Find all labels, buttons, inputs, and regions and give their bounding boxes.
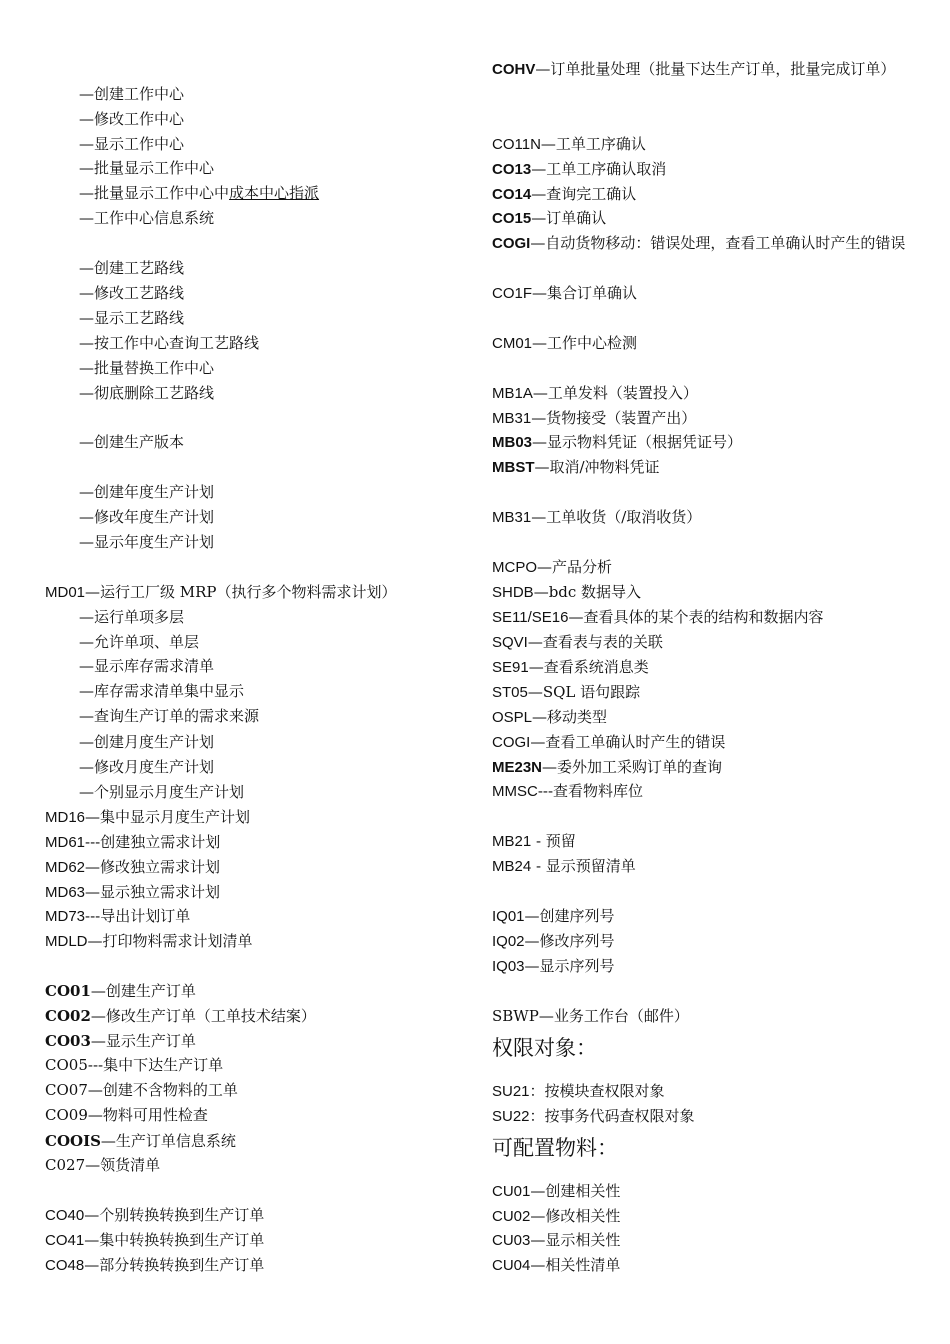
description-text: —创建序列号 xyxy=(524,907,615,925)
transaction-code: CO14 xyxy=(492,186,532,203)
description-text: —修改相关性 xyxy=(530,1207,621,1225)
tcode-entry xyxy=(492,208,606,229)
transaction-code: COGI xyxy=(492,734,531,751)
description-text: —显示独立需求计划 xyxy=(85,883,221,901)
tcode-entry xyxy=(45,582,397,603)
description-text: —批量替换工作中心 xyxy=(79,359,215,377)
list-item xyxy=(79,208,214,228)
tcode-entry xyxy=(492,757,722,778)
tcode-entry xyxy=(492,956,615,977)
description-text: —工作中心信息系统 xyxy=(79,209,215,227)
list-item xyxy=(79,757,214,777)
description-text: —创建不含物料的工单 xyxy=(87,1081,238,1099)
transaction-code: CO07 xyxy=(45,1081,88,1099)
section-heading xyxy=(492,1135,618,1161)
description-text: —工单工序确认取消 xyxy=(531,160,667,178)
transaction-code: SE91 xyxy=(492,659,529,676)
description-text: ：按事务代码查权限对象 xyxy=(529,1107,695,1125)
list-item xyxy=(79,134,184,154)
description-text: —批量显示工作中心 xyxy=(79,159,215,177)
tcode-entry xyxy=(492,507,701,528)
description-text: —运行单项多层 xyxy=(79,608,185,626)
description-text: —修改生产订单（工单技术结案） xyxy=(90,1007,316,1025)
description-text: —领货清单 xyxy=(85,1156,161,1174)
tcode-entry xyxy=(45,1031,196,1051)
tcode-entry xyxy=(492,333,637,354)
description-text: —取消/冲物料凭证 xyxy=(534,458,660,476)
transaction-code: CO02 xyxy=(45,1007,91,1025)
transaction-code: OSPL xyxy=(492,709,533,726)
transaction-code: MBST xyxy=(492,459,535,476)
transaction-code: MDLD xyxy=(45,933,88,950)
list-item xyxy=(79,84,184,104)
tcode-entry xyxy=(45,1230,264,1251)
tcode-entry xyxy=(492,856,636,877)
description-text: —生产订单信息系统 xyxy=(100,1132,236,1150)
tcode-entry xyxy=(45,857,220,878)
transaction-code: MD01 xyxy=(45,584,86,601)
description-text: —自动货物移动：错误处理，查看工单确认时产生的错误 xyxy=(530,234,906,252)
list-item xyxy=(79,706,259,726)
description-text: —订单批量处理（批量下达生产订单，批量完成订单） xyxy=(535,60,896,78)
description-text: —查看系统消息类 xyxy=(528,658,649,676)
transaction-code: MB24 xyxy=(492,858,532,875)
description-text: —显示物料凭证（根据凭证号） xyxy=(532,433,743,451)
transaction-code: IQ03 xyxy=(492,958,525,975)
description-text: - 预留 xyxy=(531,832,576,850)
list-item xyxy=(79,681,244,701)
transaction-code: MMSC xyxy=(492,783,538,800)
tcode-entry xyxy=(45,1006,316,1026)
tcode-entry xyxy=(492,159,666,180)
transaction-code: CO13 xyxy=(492,161,532,178)
transaction-code: MB21 xyxy=(492,833,532,850)
tcode-entry xyxy=(45,906,190,927)
transaction-code: C027 xyxy=(45,1156,86,1174)
description-text: ---查看物料库位 xyxy=(537,782,644,800)
transaction-code: CM01 xyxy=(492,335,533,352)
tcode-entry xyxy=(492,1181,620,1202)
description-text: 可配置物料： xyxy=(492,1136,618,1160)
description-text: —业务工作台（邮件） xyxy=(538,1007,689,1025)
transaction-code: CO41 xyxy=(45,1232,85,1249)
list-item xyxy=(79,632,199,652)
transaction-code: MD63 xyxy=(45,884,86,901)
transaction-code: SU22 xyxy=(492,1108,530,1125)
description-text: —委外加工采购订单的查询 xyxy=(542,758,723,776)
description-text: —工单发料（装置投入） xyxy=(532,384,698,402)
description-text: —物料可用性检查 xyxy=(87,1106,208,1124)
tcode-entry xyxy=(45,1205,264,1226)
description-text: —个别转换转换到生产订单 xyxy=(84,1206,265,1224)
description-text: —SQL 语句跟踪 xyxy=(527,683,641,701)
list-item xyxy=(79,183,319,203)
transaction-code: IQ01 xyxy=(492,908,525,925)
tcode-entry xyxy=(492,134,646,155)
description-text: —修改独立需求计划 xyxy=(85,858,221,876)
description-text: —修改工作中心 xyxy=(79,110,185,128)
tcode-entry xyxy=(492,632,663,653)
description-text: 权限对象： xyxy=(492,1036,597,1060)
transaction-code: CU01 xyxy=(492,1183,531,1200)
tcode-entry xyxy=(45,882,220,903)
tcode-entry xyxy=(492,1006,689,1026)
description-text: —显示生产订单 xyxy=(90,1032,196,1050)
description-text: —修改月度生产计划 xyxy=(79,758,215,776)
transaction-code: CO11N xyxy=(492,136,541,153)
tcode-entry xyxy=(492,1081,665,1102)
description-text: —允许单项、单层 xyxy=(79,633,200,651)
list-item xyxy=(79,607,184,627)
description-text: —创建月度生产计划 xyxy=(79,733,215,751)
description-text: —集合订单确认 xyxy=(532,284,638,302)
tcode-entry xyxy=(492,607,823,628)
description-text: —批量显示工作中心中 xyxy=(79,184,230,202)
tcode-entry xyxy=(492,831,576,852)
section-heading xyxy=(492,1035,597,1061)
transaction-code: CU02 xyxy=(492,1208,531,1225)
tcode-entry xyxy=(45,1255,264,1276)
tcode-entry xyxy=(492,906,615,927)
description-text: —订单确认 xyxy=(531,209,607,227)
description-text: —移动类型 xyxy=(532,708,608,726)
tcode-entry xyxy=(492,781,643,802)
description-text: —彻底删除工艺路线 xyxy=(79,384,215,402)
tcode-entry xyxy=(45,807,250,828)
description-text: —创建工艺路线 xyxy=(79,259,185,277)
tcode-entry xyxy=(492,657,649,678)
description-text: —相关性清单 xyxy=(530,1256,621,1274)
description-text: —查看表与表的关联 xyxy=(527,633,663,651)
tcode-entry xyxy=(45,981,196,1001)
list-item xyxy=(79,308,184,328)
tcode-entry xyxy=(492,557,612,578)
transaction-code: CO48 xyxy=(45,1257,85,1274)
transaction-code: SU21 xyxy=(492,1083,530,1100)
tcode-entry xyxy=(45,1080,238,1100)
description-text: —集中显示月度生产计划 xyxy=(85,808,251,826)
list-item xyxy=(79,333,259,353)
tcode-entry xyxy=(492,1106,695,1127)
description-text: —创建生产版本 xyxy=(79,433,185,451)
tcode-entry xyxy=(492,432,742,453)
description-text: —显示工作中心 xyxy=(79,135,185,153)
tcode-entry xyxy=(45,1105,208,1125)
transaction-code: SE11/SE16 xyxy=(492,609,569,626)
description-text: —修改序列号 xyxy=(524,932,615,950)
transaction-code: MD73 xyxy=(45,908,86,925)
description-text: —查询生产订单的需求来源 xyxy=(79,707,260,725)
tcode-entry xyxy=(492,732,725,753)
description-text: —创建工作中心 xyxy=(79,85,185,103)
list-item xyxy=(79,432,184,452)
description-text: —修改工艺路线 xyxy=(79,284,185,302)
description-text: —显示库存需求清单 xyxy=(79,657,215,675)
transaction-code: MB1A xyxy=(492,385,533,402)
list-item xyxy=(79,656,214,676)
tcode-entry xyxy=(492,233,912,254)
tcode-entry xyxy=(45,1155,160,1175)
description-text: —产品分析 xyxy=(537,558,613,576)
description-text: —工单收货（/取消收货） xyxy=(531,508,702,526)
description-text: —查看具体的某个表的结构和数据内容 xyxy=(568,608,824,626)
description-text: —工单工序确认 xyxy=(540,135,646,153)
tcode-entry xyxy=(492,707,607,728)
description-text: ：按模块查权限对象 xyxy=(529,1082,665,1100)
description-text: —个别显示月度生产计划 xyxy=(79,783,245,801)
description-text: —运行工厂级 MRP（执行多个物料需求计划） xyxy=(85,583,397,601)
description-text: —显示工艺路线 xyxy=(79,309,185,327)
tcode-entry xyxy=(492,931,615,952)
transaction-code: SQVI xyxy=(492,634,528,651)
tcode-entry xyxy=(492,184,636,205)
description-text: —部分转换转换到生产订单 xyxy=(84,1256,265,1274)
transaction-code: CO1F xyxy=(492,285,533,302)
tcode-entry xyxy=(492,682,640,703)
underlined-link[interactable]: 成本中心指派 xyxy=(229,184,320,202)
transaction-code: CO40 xyxy=(45,1207,85,1224)
list-item xyxy=(79,383,214,403)
description-text: —库存需求清单集中显示 xyxy=(79,682,245,700)
transaction-code: CU04 xyxy=(492,1257,531,1274)
tcode-entry xyxy=(45,931,253,952)
list-item xyxy=(79,532,214,552)
description-text: —查看工单确认时产生的错误 xyxy=(530,733,726,751)
description-text: —显示相关性 xyxy=(530,1231,621,1249)
tcode-entry xyxy=(492,383,698,404)
tcode-entry xyxy=(492,582,641,603)
tcode-entry xyxy=(45,1055,223,1075)
transaction-code: MD16 xyxy=(45,809,86,826)
transaction-code: CO09 xyxy=(45,1106,88,1124)
description-text: —创建生产订单 xyxy=(90,982,196,1000)
transaction-code: CO05 xyxy=(45,1056,88,1074)
transaction-code: COOIS xyxy=(45,1132,101,1150)
tcode-entry xyxy=(492,408,696,429)
list-item xyxy=(79,358,214,378)
list-item xyxy=(79,158,214,178)
tcode-entry xyxy=(45,1131,236,1151)
tcode-entry xyxy=(492,1255,620,1276)
description-text: —集中转换转换到生产订单 xyxy=(84,1231,265,1249)
description-text: —按工作中心查询工艺路线 xyxy=(79,334,260,352)
transaction-code: SHDB xyxy=(492,584,534,601)
tcode-entry xyxy=(492,457,660,478)
description-text: —显示序列号 xyxy=(524,957,615,975)
transaction-code: SBWP xyxy=(492,1007,539,1025)
description-text: —显示年度生产计划 xyxy=(79,533,215,551)
transaction-code: ME23N xyxy=(492,759,543,776)
transaction-code: MB31 xyxy=(492,410,532,427)
description-text: —bdc 数据导入 xyxy=(533,583,642,601)
description-text: —创建相关性 xyxy=(530,1182,621,1200)
list-item xyxy=(79,258,184,278)
description-text: —工作中心检测 xyxy=(532,334,638,352)
transaction-code: MB03 xyxy=(492,434,533,451)
transaction-code: CU03 xyxy=(492,1232,531,1249)
description-text: - 显示预留清单 xyxy=(531,857,636,875)
description-text: ---创建独立需求计划 xyxy=(85,833,221,851)
description-text: —打印物料需求计划清单 xyxy=(87,932,253,950)
list-item xyxy=(79,507,214,527)
transaction-code: MD62 xyxy=(45,859,86,876)
transaction-code: IQ02 xyxy=(492,933,525,950)
description-text: —查询完工确认 xyxy=(531,185,637,203)
list-item xyxy=(79,732,214,752)
transaction-code: MB31 xyxy=(492,509,532,526)
transaction-code: CO15 xyxy=(492,210,532,227)
transaction-code: CO01 xyxy=(45,982,91,1000)
tcode-entry xyxy=(45,832,220,853)
list-item xyxy=(79,283,184,303)
tcode-entry xyxy=(492,283,637,304)
transaction-code: MCPO xyxy=(492,559,537,576)
list-item xyxy=(79,109,184,129)
transaction-code: COHV xyxy=(492,61,536,78)
description-text: —货物接受（装置产出） xyxy=(531,409,697,427)
list-item xyxy=(79,782,244,802)
description-text: ---集中下达生产订单 xyxy=(87,1056,224,1074)
tcode-entry xyxy=(492,59,912,80)
tcode-entry xyxy=(492,1206,620,1227)
transaction-code: CO03 xyxy=(45,1032,91,1050)
transaction-code: ST05 xyxy=(492,684,528,701)
tcode-entry xyxy=(492,1230,620,1251)
description-text: ---导出计划订单 xyxy=(85,907,191,925)
description-text: —修改年度生产计划 xyxy=(79,508,215,526)
description-text: —创建年度生产计划 xyxy=(79,483,215,501)
transaction-code: MD61 xyxy=(45,834,86,851)
transaction-code: COGI xyxy=(492,235,531,252)
list-item xyxy=(79,482,214,502)
